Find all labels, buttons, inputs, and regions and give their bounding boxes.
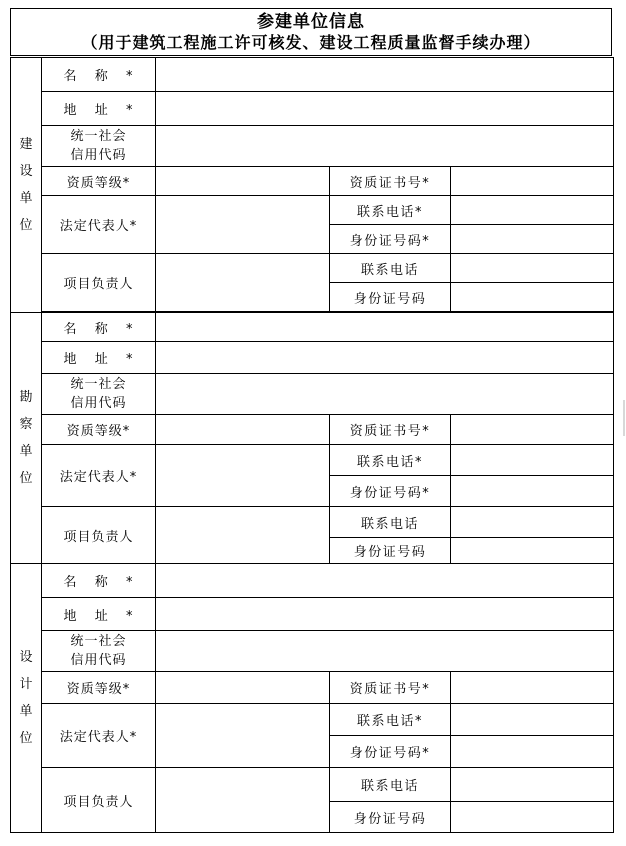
survey-manager-id-field[interactable] [451,538,614,564]
survey-legal-rep-id-field[interactable] [451,476,614,507]
survey-manager-phone-field[interactable] [451,507,614,538]
legal-rep-label: 法定代表人* [42,196,156,254]
legal-rep-id-label: 身份证号码* [330,476,451,507]
project-manager-label: 项目负责人 [42,254,156,312]
design-name-field[interactable] [156,564,614,598]
qualification-level-label: 资质等级* [42,672,156,704]
survey-manager-row-1 [11,507,614,538]
survey-manager-field[interactable] [156,507,330,564]
manager-id-label: 身份证号码 [330,538,451,564]
form-title-box [10,8,612,56]
qualification-level-label: 资质等级* [42,167,156,196]
survey-name-field[interactable] [156,313,614,342]
survey-credit-row [11,374,614,415]
project-manager-label: 项目负责人 [42,768,156,833]
construction-qualification-level-field[interactable] [156,167,330,196]
design-legal-rep-phone-field[interactable] [451,704,614,736]
design-qualification-row [11,672,614,704]
survey-address-row [11,342,614,374]
survey-address-field[interactable] [156,342,614,374]
address-label: 地址* [42,342,156,374]
construction-manager-field[interactable] [156,254,330,312]
name-label: 名称* [42,564,156,598]
qualification-cert-label: 资质证书号* [330,167,451,196]
legal-rep-phone-label: 联系电话* [330,704,451,736]
construction-manager-phone-field[interactable] [451,254,614,283]
credit-code-label: 统一社会 信用代码 [42,126,156,167]
construction-credit-row [11,126,614,167]
construction-manager-id-field[interactable] [451,283,614,312]
design-address-row [11,598,614,631]
design-name-row [11,564,614,598]
legal-rep-phone-label: 联系电话* [330,445,451,476]
survey-qualification-cert-field[interactable] [451,415,614,445]
construction-qualification-cert-field[interactable] [451,167,614,196]
survey-unit-label: 勘 察 单 位 [11,313,42,564]
qualification-level-label: 资质等级* [42,415,156,445]
manager-id-label: 身份证号码 [330,283,451,312]
design-qualification-cert-field[interactable] [451,672,614,704]
design-address-field[interactable] [156,598,614,631]
construction-name-row [11,58,614,92]
manager-phone-label: 联系电话 [330,254,451,283]
design-manager-id-field[interactable] [451,802,614,833]
scroll-edge-mark [623,400,625,436]
design-manager-row-1 [11,768,614,802]
survey-credit-code-field[interactable] [156,374,614,415]
credit-code-label: 统一社会 信用代码 [42,631,156,672]
construction-legal-rep-field[interactable] [156,196,330,254]
design-unit-label: 设 计 单 位 [11,564,42,833]
construction-legal-rep-id-field[interactable] [451,225,614,254]
construction-legal-rep-phone-field[interactable] [451,196,614,225]
design-manager-phone-field[interactable] [451,768,614,802]
name-label: 名称* [42,58,156,92]
construction-manager-row-1 [11,254,614,283]
construction-name-field[interactable] [156,58,614,92]
survey-name-row [11,313,614,342]
page-subtitle: （用于建筑工程施工许可核发、建设工程质量监督手续办理） [81,33,541,52]
legal-rep-label: 法定代表人* [42,704,156,768]
construction-qualification-row [11,167,614,196]
design-legal-rep-field[interactable] [156,704,330,768]
manager-id-label: 身份证号码 [330,802,451,833]
design-credit-code-field[interactable] [156,631,614,672]
construction-credit-code-field[interactable] [156,126,614,167]
legal-rep-phone-label: 联系电话* [330,196,451,225]
name-label: 名称* [42,313,156,342]
qualification-cert-label: 资质证书号* [330,672,451,704]
construction-address-field[interactable] [156,92,614,126]
design-qualification-level-field[interactable] [156,672,330,704]
construction-address-row [11,92,614,126]
project-manager-label: 项目负责人 [42,507,156,564]
qualification-cert-label: 资质证书号* [330,415,451,445]
legal-rep-id-label: 身份证号码* [330,225,451,254]
address-label: 地址* [42,92,156,126]
survey-legal-rep-phone-field[interactable] [451,445,614,476]
survey-legal-rep-field[interactable] [156,445,330,507]
design-manager-field[interactable] [156,768,330,833]
page-title: 参建单位信息 [257,12,365,32]
manager-phone-label: 联系电话 [330,768,451,802]
design-legal-rep-row-1 [11,704,614,736]
survey-legal-rep-row-1 [11,445,614,476]
design-credit-row [11,631,614,672]
manager-phone-label: 联系电话 [330,507,451,538]
legal-rep-id-label: 身份证号码* [330,736,451,768]
survey-qualification-level-field[interactable] [156,415,330,445]
legal-rep-label: 法定代表人* [42,445,156,507]
survey-qualification-row [11,415,614,445]
address-label: 地址* [42,598,156,631]
participating-units-form [10,57,614,833]
design-legal-rep-id-field[interactable] [451,736,614,768]
construction-legal-rep-row-1 [11,196,614,225]
construction-unit-label: 建 设 单 位 [11,58,42,313]
credit-code-label: 统一社会 信用代码 [42,374,156,415]
